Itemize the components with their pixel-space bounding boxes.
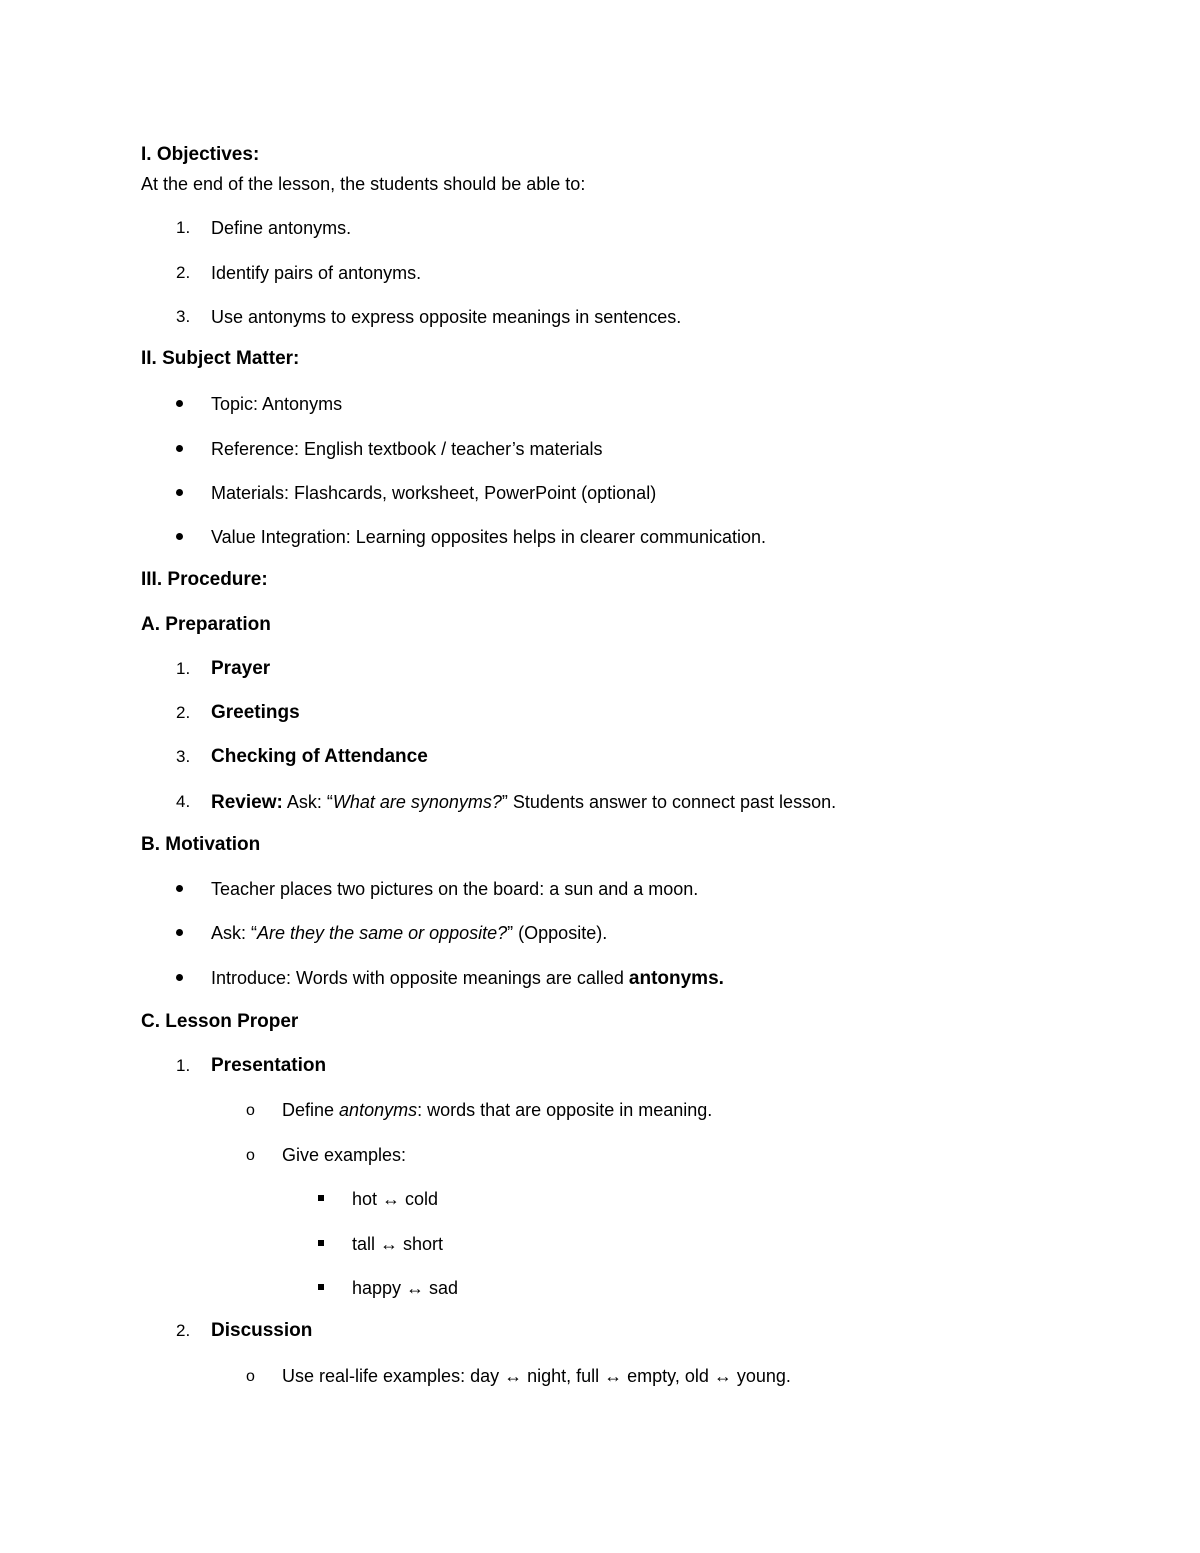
- square-bullet-icon: [318, 1240, 324, 1246]
- presentation-define: [282, 1099, 712, 1121]
- bullet-icon: [176, 929, 183, 936]
- bullet-icon: [176, 974, 183, 981]
- list-number: 2.: [176, 1321, 191, 1340]
- list-number: 1.: [176, 659, 191, 678]
- introduce-pre: Introduce: Words with opposite meanings are called: [211, 968, 629, 988]
- example-item: tall ↔ short: [352, 1234, 444, 1254]
- example-item: happy ↔ sad: [352, 1278, 459, 1298]
- circle-bullet-icon: o: [246, 1102, 255, 1119]
- define-term: antonyms: [339, 1100, 418, 1120]
- presentation-label: Presentation: [211, 1055, 327, 1076]
- introduce-term: antonyms.: [628, 968, 724, 989]
- objective-item: Use antonyms to express opposite meanings in sentences.: [211, 307, 682, 327]
- preparation-heading: A. Preparation: [141, 614, 271, 635]
- review-label: Review:: [211, 792, 283, 813]
- lesson-proper-heading: C. Lesson Proper: [141, 1011, 299, 1032]
- objectives-heading: I. Objectives:: [141, 144, 260, 165]
- motivation-item-pictures: Teacher places two pictures on the board: a sun and a moon.: [211, 879, 699, 899]
- bullet-icon: [176, 400, 183, 407]
- bullet-icon: [176, 533, 183, 540]
- example-item: hot ↔ cold: [352, 1189, 439, 1209]
- list-number: 1.: [176, 218, 191, 237]
- bullet-icon: [176, 885, 183, 892]
- ask-question: Are they the same or opposite?: [257, 923, 508, 943]
- preparation-item-prayer: Prayer: [211, 658, 271, 679]
- subject-item-value: Value Integration: Learning opposites helps in clearer communication.: [211, 527, 766, 547]
- discussion-label: Discussion: [211, 1320, 313, 1341]
- define-pre: Define: [282, 1100, 340, 1120]
- objectives-intro: At the end of the lesson, the students should be able to:: [141, 174, 586, 194]
- square-bullet-icon: [318, 1284, 324, 1290]
- review-post: ” Students answer to connect past lesson.: [501, 792, 837, 812]
- motivation-item-introduce: [211, 967, 724, 990]
- subject-item-reference: Reference: English textbook / teacher’s materials: [211, 439, 603, 459]
- subject-item-topic: Topic: Antonyms: [211, 394, 343, 414]
- preparation-item-review: [211, 791, 836, 814]
- motivation-heading: B. Motivation: [141, 834, 261, 855]
- preparation-item-greetings: Greetings: [211, 702, 300, 723]
- subject-matter-heading: II. Subject Matter:: [141, 348, 300, 369]
- review-pre: Ask: “: [282, 792, 333, 812]
- ask-pre: Ask: “: [211, 923, 258, 943]
- square-bullet-icon: [318, 1195, 324, 1201]
- motivation-item-ask: [211, 922, 607, 944]
- circle-bullet-icon: o: [246, 1147, 255, 1164]
- list-number: 2.: [176, 263, 191, 282]
- list-number: 1.: [176, 1056, 191, 1075]
- objective-item: Define antonyms.: [211, 218, 352, 238]
- presentation-examples-label: Give examples:: [282, 1145, 407, 1165]
- list-number: 4.: [176, 792, 191, 811]
- bullet-icon: [176, 489, 183, 496]
- preparation-item-attendance: Checking of Attendance: [211, 746, 428, 767]
- ask-post: ” (Opposite).: [507, 923, 608, 943]
- bullet-icon: [176, 445, 183, 452]
- review-question: What are synonyms?: [332, 792, 502, 812]
- objective-item: Identify pairs of antonyms.: [211, 263, 422, 283]
- subject-item-materials: Materials: Flashcards, worksheet, PowerPoint (optional): [211, 483, 657, 503]
- list-number: 2.: [176, 703, 191, 722]
- define-post: : words that are opposite in meaning.: [417, 1100, 713, 1120]
- procedure-heading: III. Procedure:: [141, 569, 268, 590]
- circle-bullet-icon: o: [246, 1368, 255, 1385]
- list-number: 3.: [176, 747, 191, 766]
- discussion-item: Use real-life examples: day ↔ night, full ↔ empty, old ↔ young.: [282, 1366, 791, 1386]
- list-number: 3.: [176, 307, 191, 326]
